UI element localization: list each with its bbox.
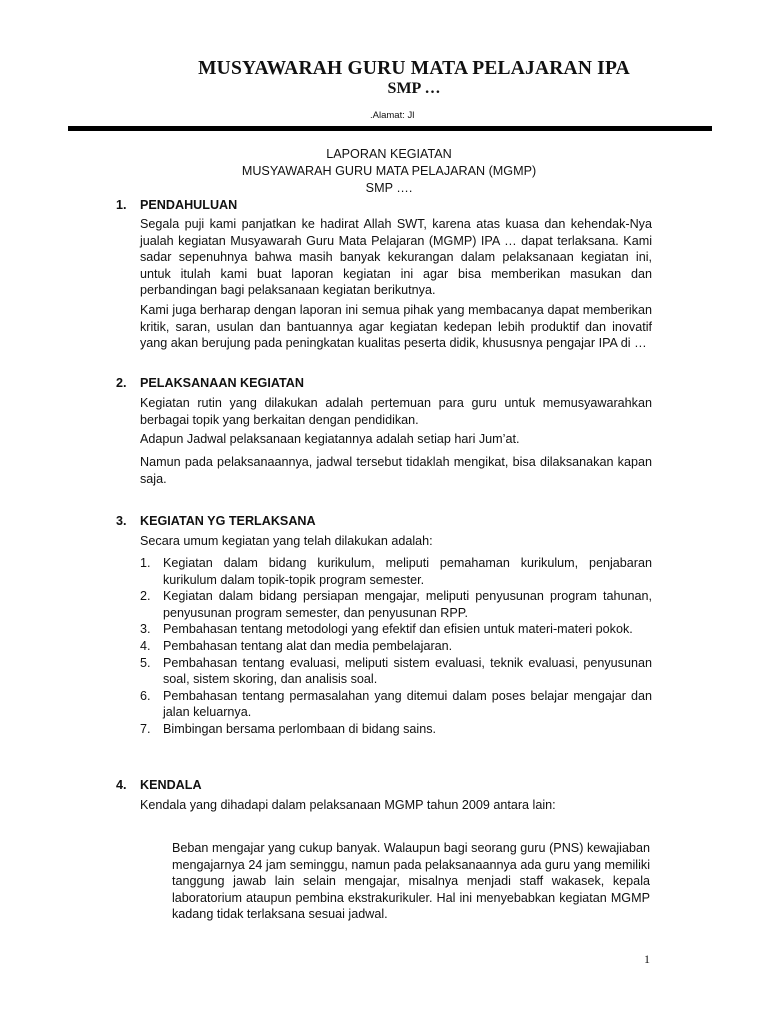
letterhead-title: MUSYAWARAH GURU MATA PELAJARAN IPA (198, 58, 630, 79)
section-title: KENDALA (140, 778, 202, 792)
section-number: 3. (116, 514, 127, 528)
list-item-number: 7. (140, 721, 151, 736)
section-number: 1. (116, 198, 127, 212)
list-item-number: 5. (140, 655, 151, 670)
activity-list (140, 555, 652, 738)
section-intro: Secara umum kegiatan yang telah dilakukan adalah: (140, 534, 433, 548)
section-title: PELAKSANAAN KEGIATAN (140, 376, 304, 390)
letterhead-divider (68, 126, 712, 131)
paragraph: Adapun Jadwal pelaksanaan kegiatannya adalah setiap hari Jum’at. (140, 432, 520, 446)
section-heading (116, 778, 202, 792)
list-item-text: Pembahasan tentang permasalahan yang ditemui dalam poses belajar mengajar dan jalan keluarnya. (163, 688, 652, 720)
list-item (140, 638, 652, 655)
list-item (140, 655, 652, 688)
list-item (140, 621, 652, 638)
list-item (140, 721, 652, 738)
list-item-number: 3. (140, 622, 151, 637)
letterhead-address: .Alamat: Jl (370, 110, 415, 121)
page-number: 1 (644, 952, 650, 966)
paragraph: Kegiatan rutin yang dilakukan adalah pertemuan para guru untuk memusyawarahkan berbagai topik yang berkaitan dengan pendidikan. (140, 396, 652, 427)
paragraph: Namun pada pelaksanaannya, jadwal tersebut tidaklah mengikat, bisa dilaksanakan kapan saja. (140, 455, 652, 486)
section-intro: Kendala yang dihadapi dalam pelaksanaan MGMP tahun 2009 antara lain: (140, 798, 556, 812)
list-item-text: Pembahasan tentang metodologi yang efektif dan efisien untuk materi-materi pokok. (163, 622, 633, 637)
paragraph: Kami juga berharap dengan laporan ini semua pihak yang membacanya dapat memberikan kritik, saran, usulan dan bantuannya agar kegiatan kedepan lebih produktif dan inovatif yang akan berujung pada peningkatan kualitas peserta didik, khususnya pengajar IPA di … (140, 303, 652, 351)
section-number: 4. (116, 778, 127, 792)
report-subtitle: MUSYAWARAH GURU MATA PELAJARAN (MGMP) (241, 164, 537, 178)
letterhead-subtitle: SMP … (387, 80, 441, 97)
list-item-text: Pembahasan tentang evaluasi, meliputi sistem evaluasi, teknik evaluasi, penyusunan soal, sistem skoring, dan analisis soal. (163, 655, 652, 687)
list-item-number: 1. (140, 556, 151, 570)
constraint-paragraph: Beban mengajar yang cukup banyak. Walaupun bagi seorang guru (PNS) kewajiaban mengajarnya 24 jam seminggu, namun pada pelaksanaannya ada guru yang memiliki tanggung jawab lain selain mengajar, misalnya menjadi staff wakasek, kepala laboratorium ataupun pembina ekstrakurikuler. Hal ini menyebabkan kegiatan MGMP kadang tidak terlaksana sesuai jadwal. (172, 841, 650, 922)
section-heading (116, 514, 316, 528)
list-item (140, 688, 652, 721)
list-item-number: 4. (140, 638, 151, 653)
list-item-text: Kegiatan dalam bidang persiapan mengajar, meliputi penyusunan program tahunan, penyusunan program semester, dan penyusunan RPP. (163, 589, 652, 620)
report-title: LAPORAN KEGIATAN (326, 147, 452, 161)
list-item-text: Kegiatan dalam bidang kurikulum, meliputi pemahaman kurikulum, penjabaran kurikulum dalam topik-topik program semester. (163, 556, 652, 587)
section-title: PENDAHULUAN (140, 198, 238, 212)
report-school: SMP …. (365, 181, 413, 195)
list-item (140, 555, 652, 588)
section-title: KEGIATAN YG TERLAKSANA (140, 514, 316, 528)
list-item-number: 2. (140, 589, 151, 604)
section-number: 2. (116, 376, 127, 390)
list-item-text: Pembahasan tentang alat dan media pembelajaran. (163, 638, 453, 653)
list-item-text: Bimbingan bersama perlombaan di bidang sains. (163, 721, 437, 736)
section-heading (116, 376, 304, 390)
section-heading (116, 198, 237, 212)
list-item (140, 588, 652, 621)
paragraph: Segala puji kami panjatkan ke hadirat Allah SWT, karena atas kuasa dan kehendak-Nya jualah kegiatan Musyawarah Guru Mata Pelajaran (MGMP) IPA … dapat terlaksana. Kami sadar sepenuhnya bahwa masih banyak kekurangan dalam pelaksanaan kegiatan ini, untuk itulah kami buat laporan kegiatan ini agar bisa memberikan masukan dan perbandingan bagi pelaksanaan kegiatan berikutnya. (140, 217, 652, 298)
list-item-number: 6. (140, 688, 151, 703)
